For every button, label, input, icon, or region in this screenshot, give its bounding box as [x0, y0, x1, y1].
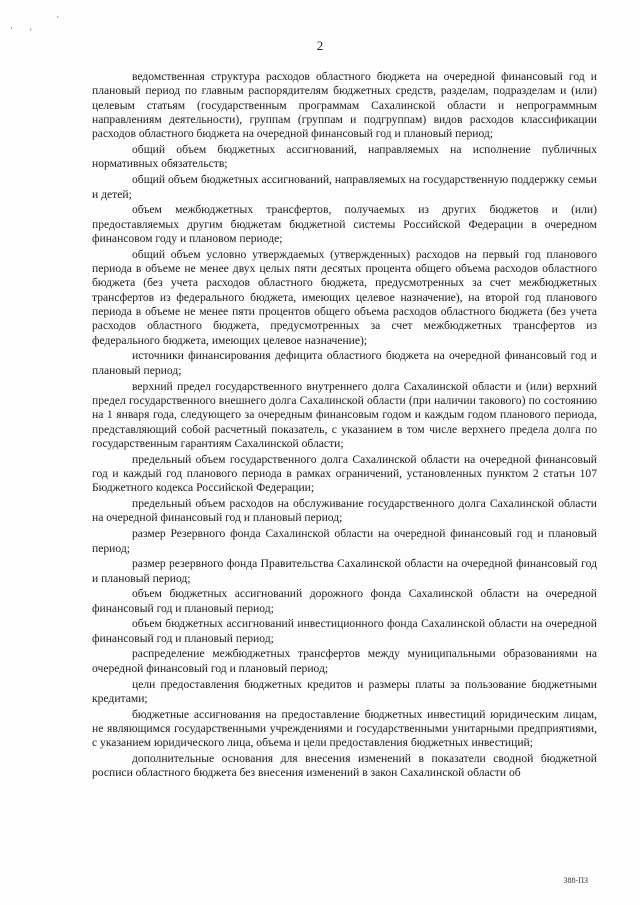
paragraph: объем бюджетных ассигнований инвестиционного фонда Сахалинской области на очередной финансовый год и плановый период;	[92, 617, 597, 645]
paragraph: верхний предел государственного внутреннего долга Сахалинской области и (или) верхний предел государственного внешнего долга Сахалинской области (при наличии такового) по состоянию на 1 января года, следующего за очередным финансовым годом и каждым годом планового периода, представляющий собой расчетный показатель, с указанием в том числе верхнего предела долга по государственным гарантиям Сахалинской области;	[92, 379, 597, 450]
paragraph: общий объем условно утверждаемых (утвержденных) расходов на первый год планового периода в объеме не менее двух целых пяти десятых процента общего объема расходов областного бюджета (без учета расходов областного бюджета, предусмотренных за счет межбюджетных трансфертов из федерального бюджета, имеющих целевое назначение), на второй год планового периода в объеме не менее пяти процентов общего объема расходов областного бюджета (без учета расходов областного бюджета, предусмотренных за счет межбюджетных трансфертов из федерального бюджета, имеющих целевое назначение);	[92, 247, 597, 347]
paragraph: цели предоставления бюджетных кредитов и размеры платы за пользование бюджетными кредитами;	[92, 677, 597, 705]
scan-speck: '	[30, 27, 32, 37]
paragraph: дополнительные основания для внесения изменений в показатели сводной бюджетной росписи областного бюджета без внесения изменений в закон Сахалинской области об	[92, 752, 597, 780]
paragraph: объем межбюджетных трансфертов, получаемых из других бюджетов и (или) предоставляемых другим бюджетам бюджетной системы Российской Федерации в очередном финансовом году и плановом периоде;	[92, 203, 597, 245]
paragraph: предельный объем государственного долга Сахалинской области на очередной финансовый год и каждый год планового периода в рамках ограничений, установленных пунктом 2 статьи 107 Бюджетного кодекса Российской Федерации;	[92, 452, 597, 495]
paragraph: источники финансирования дефицита областного бюджета на очередной финансовый год и плановый период;	[92, 349, 597, 377]
paragraph: общий объем бюджетных ассигнований, направляемых на государственную поддержку семьи и детей;	[92, 173, 597, 201]
paragraph: предельный объем расходов на обслуживание государственного долга Сахалинской области на очередной финансовый год и плановый период;	[92, 497, 597, 525]
paragraph: ведомственная структура расходов областного бюджета на очередной финансовый год и плановый период по главным распорядителям бюджетных средств, разделам, подразделам и (или) целевым статьям (государственным программам Сахалинской области и непрограммным направлениям деятельности), группам (группам и подгруппам) видов расходов классификации расходов областного бюджета на очередной финансовый год и плановый период;	[92, 70, 597, 141]
paragraph: объем бюджетных ассигнований дорожного фонда Сахалинской области на очередной финансовый год и плановый период;	[92, 587, 597, 615]
paragraph: размер Резервного фонда Сахалинской области на очередной финансовый год и плановый период;	[92, 527, 597, 555]
paragraph: общий объем бюджетных ассигнований, направляемых на исполнение публичных нормативных обязательств;	[92, 143, 597, 171]
document-code: 388-ПЗ	[563, 876, 588, 885]
paragraph: распределение межбюджетных трансфертов между муниципальными образованиями на очередной финансовый год и плановый период;	[92, 647, 597, 675]
page-number: 2	[316, 38, 324, 53]
scan-speck: ·	[10, 23, 13, 33]
paragraph: бюджетные ассигнования на предоставление бюджетных инвестиций юридическим лицам, не являющимся государственными учреждениями и государственными унитарными предприятиями, с указанием юридического лица, объема и цели предоставления бюджетных инвестиций;	[92, 707, 597, 750]
scan-speck: ´	[56, 15, 59, 25]
document-body	[92, 70, 597, 781]
paragraph: размер резервного фонда Правительства Сахалинской области на очередной финансовый год и плановый период;	[92, 557, 597, 585]
